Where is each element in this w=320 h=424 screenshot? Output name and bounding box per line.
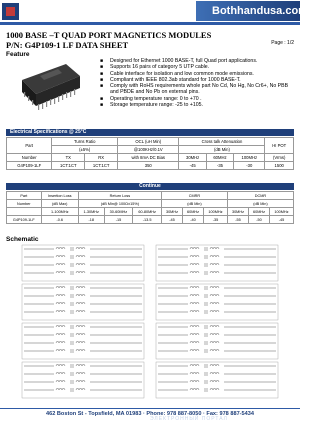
product-module-image xyxy=(14,58,86,118)
coil xyxy=(213,287,216,289)
coil xyxy=(210,334,213,336)
header-ct-60: 60MHz xyxy=(206,154,233,162)
coil xyxy=(213,389,216,391)
coil xyxy=(213,365,216,367)
coil xyxy=(59,334,62,336)
coil xyxy=(213,303,216,305)
coil xyxy=(190,389,193,391)
coil xyxy=(213,342,216,344)
coil xyxy=(213,326,216,328)
coil xyxy=(216,381,219,383)
electrical-spec-table xyxy=(6,137,294,170)
coil xyxy=(216,326,219,328)
coil xyxy=(216,264,219,266)
coil xyxy=(76,256,79,258)
coil xyxy=(76,350,79,352)
coil xyxy=(216,373,219,375)
coil xyxy=(79,303,82,305)
coil xyxy=(196,334,199,336)
coil xyxy=(190,272,193,274)
footer-divider xyxy=(0,408,300,409)
coil xyxy=(56,350,59,352)
feature-item: ■ Cable interface for isolation and low common mode emissions. xyxy=(100,71,292,77)
header-tx: TX xyxy=(52,154,85,162)
coil xyxy=(76,334,79,336)
footer-address: 462 Boston St - Topsfield, MA 01983 · Phone: 978 887-8050 · Fax: 978 887-5434 xyxy=(46,411,254,417)
coil xyxy=(193,326,196,328)
coil xyxy=(62,373,65,375)
cell-tx: 1CT:1CT xyxy=(52,162,85,170)
coil xyxy=(59,256,62,258)
coil xyxy=(210,311,213,313)
coil xyxy=(62,350,65,352)
coil xyxy=(213,248,216,250)
coil xyxy=(82,342,85,344)
coil xyxy=(210,326,213,328)
coil xyxy=(59,350,62,352)
coil xyxy=(196,389,199,391)
coil xyxy=(210,350,213,352)
coil xyxy=(59,342,62,344)
coil xyxy=(79,248,82,250)
coil xyxy=(210,272,213,274)
header-part xyxy=(7,138,52,154)
coil xyxy=(210,373,213,375)
table-row xyxy=(7,162,294,170)
coil xyxy=(79,350,82,352)
coil xyxy=(196,350,199,352)
coil xyxy=(76,389,79,391)
coil xyxy=(210,365,213,367)
coil xyxy=(79,381,82,383)
feature-item: ■ Storage temperature range: -25 to +105. xyxy=(100,102,292,108)
header-d-f3: 100MHz xyxy=(270,208,294,216)
header-ins-freq: 1-100MHz xyxy=(41,208,78,216)
header-hipot: HI POT xyxy=(265,138,294,154)
brand-name[interactable]: Bothhandusa.com xyxy=(212,5,308,17)
coil xyxy=(193,248,196,250)
coil xyxy=(59,295,62,297)
coil xyxy=(76,381,79,383)
coil xyxy=(56,272,59,274)
coil xyxy=(210,256,213,258)
header-part-label: Part xyxy=(25,143,34,148)
coil xyxy=(79,342,82,344)
coil xyxy=(76,326,79,328)
coil xyxy=(190,342,193,344)
watermark: ЭЛЕКТРОННЫЙ ПОРТАЛ xyxy=(150,416,228,422)
company-logo-icon xyxy=(2,3,19,20)
cell-d3: -45 xyxy=(270,216,294,224)
coil xyxy=(76,287,79,289)
header-d-f1: 30MHz xyxy=(227,208,248,216)
header-r-f2: 30-60MHz xyxy=(104,208,133,216)
feature-item: ■ Supports 16 pairs of category 5 UTP cable. xyxy=(100,64,292,70)
coil xyxy=(190,334,193,336)
coil xyxy=(76,272,79,274)
coil xyxy=(79,389,82,391)
coil xyxy=(82,272,85,274)
coil xyxy=(59,272,62,274)
coil xyxy=(62,264,65,266)
coil xyxy=(76,373,79,375)
coil xyxy=(216,272,219,274)
document-title: 1000 BASE –T QUAD PORT MAGNETICS MODULES xyxy=(6,30,212,40)
coil xyxy=(82,334,85,336)
coil xyxy=(62,295,65,297)
coil xyxy=(59,381,62,383)
coil xyxy=(213,373,216,375)
coil xyxy=(82,365,85,367)
coil xyxy=(213,381,216,383)
coil xyxy=(213,272,216,274)
header-return-unit: (dB Min@ 100Ω±15%) xyxy=(78,200,161,208)
coil xyxy=(79,272,82,274)
header-crosstalk: Cross talk Attenuation xyxy=(179,138,265,146)
coil xyxy=(76,248,79,250)
part-number-line: P/N: G4P109-1 LF DATA SHEET xyxy=(6,40,129,50)
cell-part: G4P109-1LF xyxy=(7,216,42,224)
header-ocl-cond1: @100KHz/0.1V xyxy=(118,146,179,154)
header-ct-30: 30MHz xyxy=(179,154,206,162)
coil xyxy=(76,342,79,344)
coil xyxy=(190,287,193,289)
coil xyxy=(56,287,59,289)
coil xyxy=(82,256,85,258)
coil xyxy=(56,311,59,313)
coil xyxy=(213,264,216,266)
coil xyxy=(193,256,196,258)
coil xyxy=(210,295,213,297)
header-cmrr-unit: (dB Min) xyxy=(161,200,227,208)
coil xyxy=(79,264,82,266)
coil xyxy=(76,264,79,266)
coil xyxy=(56,248,59,250)
coil xyxy=(193,287,196,289)
feature-list xyxy=(100,58,292,108)
coil xyxy=(82,287,85,289)
port-block xyxy=(22,284,144,320)
cell-c3: -35 xyxy=(204,216,228,224)
header-return: Return Loss xyxy=(78,192,161,200)
header-c-f1: 30MHz xyxy=(161,208,182,216)
coil xyxy=(210,303,213,305)
coil xyxy=(190,256,193,258)
coil xyxy=(56,264,59,266)
coil xyxy=(62,334,65,336)
coil xyxy=(79,373,82,375)
coil xyxy=(216,248,219,250)
coil xyxy=(196,248,199,250)
coil xyxy=(210,381,213,383)
coil xyxy=(196,311,199,313)
cell-r2: -15 xyxy=(104,216,133,224)
cell-part: G4P109-1LF xyxy=(7,162,52,170)
coil xyxy=(59,365,62,367)
coil xyxy=(59,287,62,289)
header-insertion: Insertion Loss xyxy=(41,192,78,200)
coil xyxy=(82,389,85,391)
coil xyxy=(196,303,199,305)
coil xyxy=(56,256,59,258)
coil xyxy=(190,326,193,328)
header-c-f2: 60MHz xyxy=(182,208,203,216)
coil xyxy=(62,303,65,305)
coil xyxy=(62,248,65,250)
port-block xyxy=(22,323,144,359)
coil xyxy=(213,334,216,336)
header-cmrr: CMRR xyxy=(161,192,227,200)
coil xyxy=(216,350,219,352)
coil xyxy=(76,311,79,313)
coil xyxy=(56,334,59,336)
coil xyxy=(193,381,196,383)
coil xyxy=(62,287,65,289)
coil xyxy=(193,264,196,266)
coil xyxy=(56,342,59,344)
header-ocl: OCL (uH Min) xyxy=(118,138,179,146)
spec-table-title: Electrical Specifications @ 25°C xyxy=(6,129,294,136)
coil xyxy=(79,326,82,328)
coil xyxy=(196,287,199,289)
cell-ct-60: -35 xyxy=(206,162,233,170)
coil xyxy=(79,311,82,313)
coil xyxy=(82,373,85,375)
header-c-f3: 100MHz xyxy=(204,208,228,216)
coil xyxy=(79,295,82,297)
header-r-f1: 1-30MHz xyxy=(78,208,104,216)
coil xyxy=(190,303,193,305)
header-ocl-cond2: with 8mA DC Bias xyxy=(118,154,179,162)
coil xyxy=(56,365,59,367)
coil xyxy=(193,303,196,305)
header-turns-tol: (±5%) xyxy=(52,146,118,154)
coil xyxy=(79,365,82,367)
coil xyxy=(216,365,219,367)
coil xyxy=(79,256,82,258)
coil xyxy=(213,350,216,352)
coil xyxy=(196,381,199,383)
coil xyxy=(56,295,59,297)
coil xyxy=(196,295,199,297)
coil xyxy=(190,373,193,375)
cell-r3: -13.5 xyxy=(133,216,162,224)
coil xyxy=(216,295,219,297)
coil xyxy=(193,389,196,391)
cell-d2: -50 xyxy=(248,216,269,224)
coil xyxy=(193,373,196,375)
coil xyxy=(190,381,193,383)
coil xyxy=(59,311,62,313)
header-number: Number xyxy=(7,154,52,162)
coil xyxy=(82,326,85,328)
coil xyxy=(210,248,213,250)
coil xyxy=(190,264,193,266)
coil xyxy=(216,303,219,305)
cell-c2: -40 xyxy=(182,216,203,224)
coil xyxy=(196,256,199,258)
coil xyxy=(82,350,85,352)
cell-rx: 1CT:1CT xyxy=(85,162,118,170)
coil xyxy=(59,264,62,266)
coil xyxy=(59,373,62,375)
port-block xyxy=(156,323,278,359)
header-ct-100: 100MHz xyxy=(234,154,265,162)
feature-item: ■ Operating temperature range: 0 to +70 . xyxy=(100,96,292,102)
coil xyxy=(196,373,199,375)
coil xyxy=(62,311,65,313)
coil xyxy=(56,326,59,328)
coil xyxy=(213,311,216,313)
port-block xyxy=(156,362,278,398)
cell-d1: -55 xyxy=(227,216,248,224)
coil xyxy=(62,381,65,383)
header-rx: RX xyxy=(85,154,118,162)
continue-spec-table xyxy=(6,191,294,224)
continue-table-title: Continue xyxy=(6,183,294,190)
coil xyxy=(193,350,196,352)
coil xyxy=(59,389,62,391)
coil xyxy=(82,295,85,297)
coil xyxy=(216,342,219,344)
coil xyxy=(190,365,193,367)
empty-cell xyxy=(7,208,42,216)
schematic-diagram xyxy=(20,244,280,400)
header-divider xyxy=(0,22,300,25)
coil xyxy=(196,365,199,367)
coil xyxy=(59,303,62,305)
cell-r1: -18 xyxy=(78,216,104,224)
coil xyxy=(76,303,79,305)
coil xyxy=(190,311,193,313)
coil xyxy=(196,272,199,274)
coil xyxy=(62,389,65,391)
coil xyxy=(190,350,193,352)
cell-hipot: 1500 xyxy=(265,162,294,170)
coil xyxy=(76,295,79,297)
page-indicator: Page : 1/2 xyxy=(271,40,294,46)
coil xyxy=(62,256,65,258)
coil xyxy=(56,303,59,305)
coil xyxy=(56,381,59,383)
port-block xyxy=(156,284,278,320)
coil xyxy=(193,272,196,274)
coil xyxy=(190,295,193,297)
header-hipot-unit: (Vrms) xyxy=(265,154,294,162)
header-crosstalk-unit: (dB Min) xyxy=(179,146,265,154)
coil xyxy=(76,365,79,367)
coil xyxy=(59,326,62,328)
table-row xyxy=(7,216,294,224)
coil xyxy=(82,264,85,266)
coil xyxy=(213,256,216,258)
coil xyxy=(210,342,213,344)
coil xyxy=(193,295,196,297)
coil xyxy=(62,272,65,274)
coil xyxy=(210,389,213,391)
coil xyxy=(79,287,82,289)
coil xyxy=(82,248,85,250)
coil xyxy=(210,264,213,266)
port-block xyxy=(156,245,278,281)
coil xyxy=(216,287,219,289)
header-dcmr-unit: (dB Min) xyxy=(227,200,293,208)
coil xyxy=(216,256,219,258)
header-turns-ratio: Turns Ratio xyxy=(52,138,118,146)
coil xyxy=(59,248,62,250)
header-number: Number xyxy=(7,200,42,208)
schematic-heading: Schematic xyxy=(6,236,39,243)
cell-c1: -45 xyxy=(161,216,182,224)
header-r-f3: 60-80MHz xyxy=(133,208,162,216)
coil xyxy=(190,248,193,250)
coil xyxy=(210,287,213,289)
coil xyxy=(82,311,85,313)
coil xyxy=(62,326,65,328)
header-banner xyxy=(0,0,308,22)
coil xyxy=(193,311,196,313)
coil xyxy=(193,365,196,367)
coil xyxy=(213,295,216,297)
feature-item: ■ Designed for Ethernet 1000 BASE-T, full Quad port applications. xyxy=(100,58,292,64)
coil xyxy=(82,303,85,305)
coil xyxy=(79,334,82,336)
header-dcmr: DCMR xyxy=(227,192,293,200)
coil xyxy=(196,326,199,328)
cell-ct-100: -30 xyxy=(234,162,265,170)
coil xyxy=(196,342,199,344)
coil xyxy=(196,264,199,266)
cell-ins: -0.6 xyxy=(41,216,78,224)
coil xyxy=(62,342,65,344)
port-block xyxy=(22,362,144,398)
header-part: Part xyxy=(7,192,42,200)
coil xyxy=(193,342,196,344)
cell-ct-30: -45 xyxy=(179,162,206,170)
port-block xyxy=(22,245,144,281)
coil xyxy=(193,334,196,336)
coil xyxy=(216,334,219,336)
coil xyxy=(62,365,65,367)
feature-item: ■ Compliant with IEEE 802.3ab standard for 1000 BASE-T. xyxy=(100,77,292,83)
coil xyxy=(82,381,85,383)
coil xyxy=(216,389,219,391)
header-d-f2: 60MHz xyxy=(248,208,269,216)
coil xyxy=(216,311,219,313)
feature-heading: Feature xyxy=(6,51,30,58)
coil xyxy=(56,373,59,375)
header-insertion-unit: (dB Max) xyxy=(41,200,78,208)
coil xyxy=(56,389,59,391)
feature-item: ■ Comply with RoHS requirements whole part No Cd, No Hg, No Cr6+, No PBB and PBDE and No Pb on external pins. xyxy=(100,83,292,96)
cell-ocl: 350 xyxy=(118,162,179,170)
